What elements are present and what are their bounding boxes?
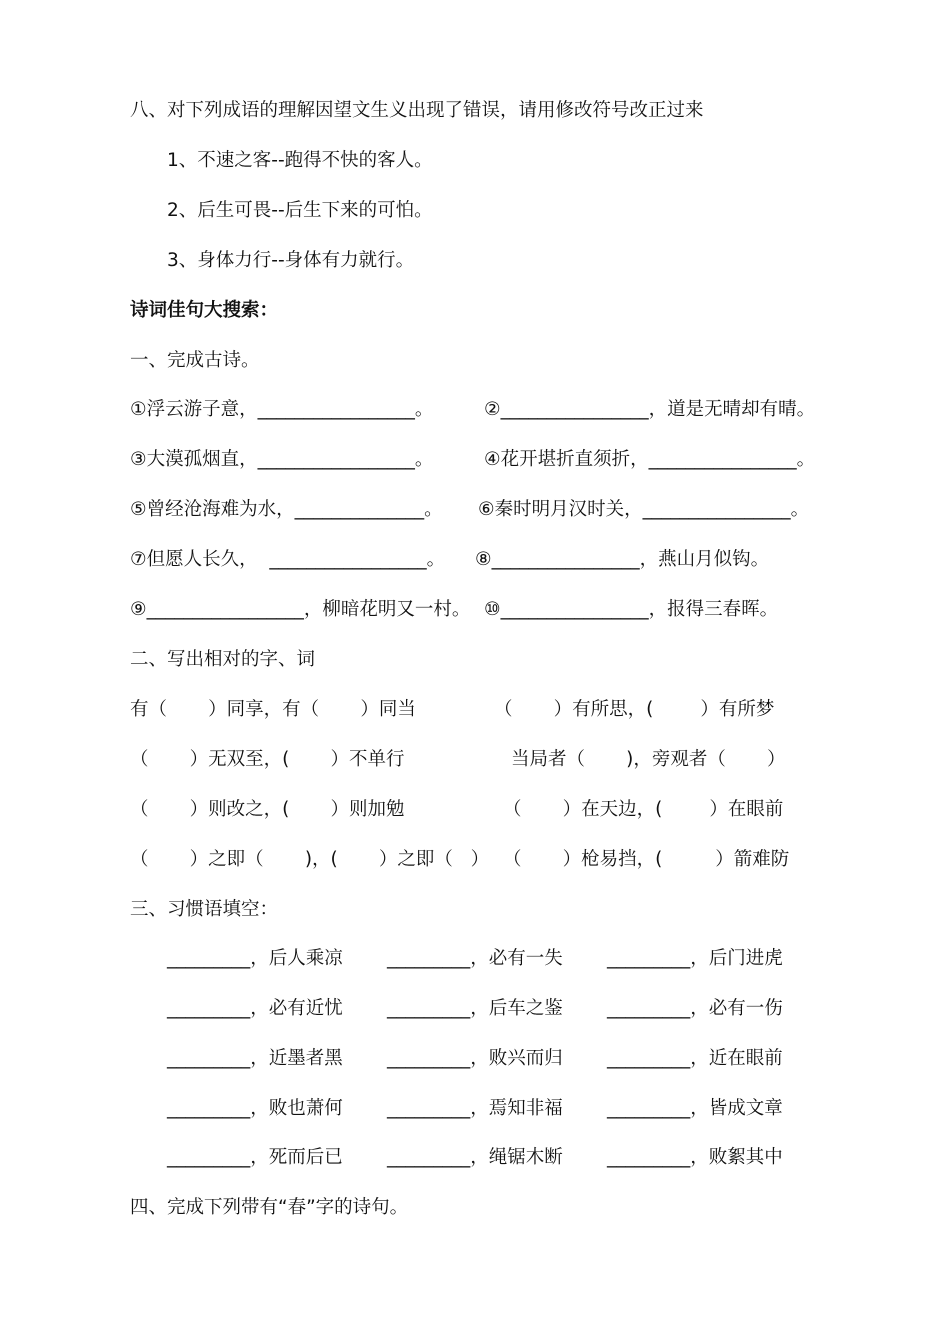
poem-line-9: ⑨_________________，柳暗花明又一村。 (130, 599, 471, 620)
idiom-blank: _________，焉知非福 (387, 1098, 563, 1119)
poem-line-8: ⑧________________，燕山月似钩。 (475, 549, 770, 570)
poem-line-7: ⑦但愿人长久， _________________。 (130, 549, 446, 570)
part-3-heading: 三、习惯语填空： (130, 899, 279, 920)
idiom-blank: _________，后门进虎 (607, 948, 783, 969)
section-8-heading: 八、对下列成语的理解因望文生义出现了错误，请用修改符号改正过来 (130, 100, 704, 121)
idiom-blank: _________，近在眼前 (607, 1048, 783, 1069)
poem-line-2: ②________________，道是无晴却有晴。 (484, 399, 816, 420)
section-8-item-1: 1、不速之客--跑得不快的客人。 (167, 150, 433, 171)
idiom-blank: _________，败絮其中 (607, 1147, 783, 1168)
poem-line-1: ①浮云游子意，_________________。 (130, 399, 434, 420)
antonym-row-1-right: （ ）有所思，( ）有所梦 (494, 699, 775, 720)
antonym-row-4-left: （ ）之即（ )，( ）之即（ ） (130, 849, 490, 870)
idiom-blank: _________，败也萧何 (167, 1098, 343, 1119)
poem-line-5: ⑤曾经沧海难为水，______________。 (130, 499, 443, 520)
idiom-blank: _________，败兴而归 (387, 1048, 563, 1069)
idiom-blank: _________，后人乘凉 (167, 948, 343, 969)
idiom-blank: _________，必有一失 (387, 948, 563, 969)
section-8-item-2: 2、后生可畏--后生下来的可怕。 (167, 200, 433, 221)
part-1-heading: 一、完成古诗。 (130, 350, 260, 371)
idiom-blank: _________，必有近忧 (167, 998, 343, 1019)
poem-line-4: ④花开堪折直须折，________________。 (484, 449, 816, 470)
antonym-row-2-left: （ ）无双至，( ）不单行 (130, 749, 405, 770)
poem-line-6: ⑥秦时明月汉时关，________________。 (478, 499, 810, 520)
poem-line-10: ⑩________________，报得三春晖。 (484, 599, 779, 620)
idiom-blank: _________，必有一伤 (607, 998, 783, 1019)
idiom-blank: _________，后车之鉴 (387, 998, 563, 1019)
poetry-search-title: 诗词佳句大搜索： (130, 300, 279, 321)
antonym-row-3-left: （ ）则改之，( ）则加勉 (130, 799, 405, 820)
antonym-row-3-right: （ ）在天边，( ）在眼前 (503, 799, 784, 820)
poem-line-3: ③大漠孤烟直，_________________。 (130, 449, 434, 470)
idiom-blank: _________，绳锯木断 (387, 1147, 563, 1168)
idiom-blank: _________，近墨者黑 (167, 1048, 343, 1069)
idiom-blank: _________，死而后已 (167, 1147, 343, 1168)
antonym-row-1-left: 有（ ）同享，有（ ）同当 (130, 699, 416, 720)
idiom-blank: _________，皆成文章 (607, 1098, 783, 1119)
antonym-row-4-right: （ ）枪易挡，( ）箭难防 (503, 849, 790, 870)
section-8-item-3: 3、身体力行--身体有力就行。 (167, 250, 415, 271)
antonym-row-2-right: 当局者（ )，旁观者（ ） (511, 749, 786, 770)
part-4-heading: 四、完成下列带有“春”字的诗句。 (130, 1197, 409, 1218)
part-2-heading: 二、写出相对的字、词 (130, 649, 316, 670)
